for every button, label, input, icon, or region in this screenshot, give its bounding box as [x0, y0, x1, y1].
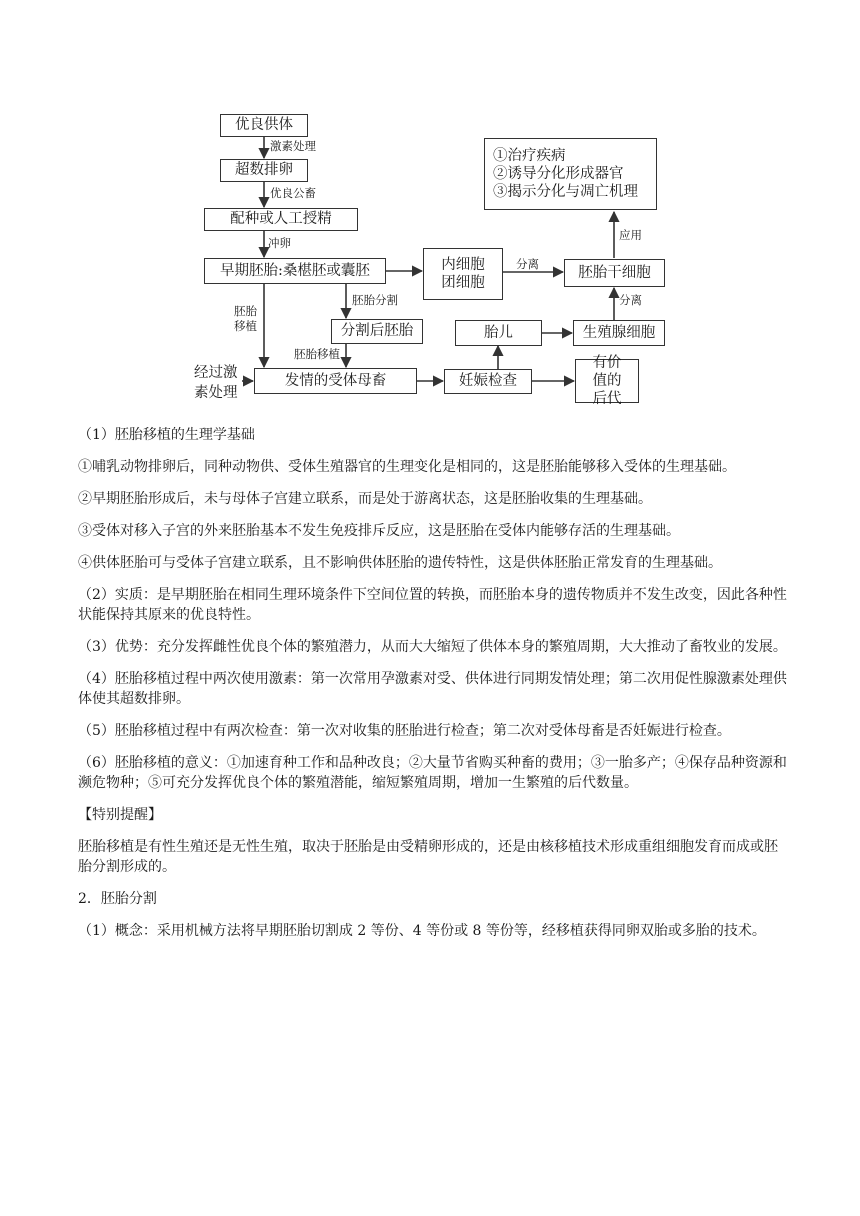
mating-box: 配种或人工授精: [204, 208, 358, 231]
splitting-definition: （1）概念：采用机械方法将早期胚胎切割成 2 等份、4 等份或 8 等份等，经移植获得同卵双胎或多胎的技术。: [78, 923, 766, 939]
diagram-connectors: [0, 0, 860, 412]
label-transfer-left: 胚胎移植: [234, 304, 257, 333]
gonad-cell-box: 生殖腺细胞: [573, 320, 665, 346]
basis-item: ④供体胚胎可与受体子宫建立联系，且不影响供体胚胎的遗传特性，这是供体胚胎正常发育的生理基础。: [78, 555, 722, 571]
application-item: ②诱导分化形成器官: [493, 165, 624, 182]
section-6-significance: （6）胚胎移植的意义：①加速育种工作和品种改良；②大量节省购买种畜的费用；③一胎多产；④保存品种资源和濒危物种；⑤可充分发挥优良个体的繁殖潜能，缩短繁殖周期，增加一生繁殖的后代数量。: [78, 755, 787, 791]
section-3-advantage: （3）优势：充分发挥雌性优良个体的繁殖潜力，从而大大缩短了供体本身的繁殖周期，大大推动了畜牧业的发展。: [78, 639, 787, 655]
fetus-box: 胎儿: [455, 320, 542, 346]
label-isolate-2: 分离: [619, 293, 642, 307]
label-hormone: 激素处理: [270, 139, 316, 153]
label-apply: 应用: [619, 228, 642, 242]
label-splitting: 胚胎分割: [352, 293, 398, 307]
basis-item: ③受体对移入子宫的外来胚胎基本不发生免疫排斥反应，这是胚胎在受体内能够存活的生理基础。: [78, 523, 680, 539]
label-isolate-1: 分离: [516, 257, 539, 271]
label-flush: 冲卵: [268, 236, 291, 250]
section-1-title: （1）胚胎移植的生理学基础: [78, 427, 255, 443]
inner-cell-mass-box: 内细胞团细胞: [423, 248, 503, 300]
document-body: [78, 425, 790, 953]
basis-item: ②早期胚胎形成后，未与母体子宫建立联系，而是处于游离状态，这是胚胎收集的生理基础。: [78, 491, 652, 507]
valuable-offspring-box: 有价值的后代: [575, 359, 639, 403]
donor-box: 优良供体: [220, 114, 308, 137]
pregnancy-check-box: 妊娠检查: [444, 369, 532, 394]
section-2-essence: （2）实质：是早期胚胎在相同生理环境条件下空间位置的转换，而胚胎本身的遗传物质并不发生改变，因此各种性状能保持其原来的优良特性。: [78, 587, 787, 623]
early-embryo-box: 早期胚胎:桑椹胚或囊胚: [204, 258, 386, 284]
recipient-box: 发情的受体母畜: [254, 368, 417, 394]
application-item: ③揭示分化与凋亡机理: [493, 184, 638, 201]
application-item: ①治疗疾病: [493, 147, 566, 164]
label-good-male: 优良公畜: [270, 186, 316, 200]
applications-box: [484, 138, 657, 210]
embryo-transfer-flow-diagram: [0, 0, 860, 412]
es-cell-box: 胚胎干细胞: [564, 259, 665, 287]
tip-title: 【特别提醒】: [78, 807, 162, 823]
tip-body: 胚胎移植是有性生殖还是无性生殖，取决于胚胎是由受精卵形成的，还是由核移植技术形成重组细胞发育而成或胚胎分割形成的。: [78, 839, 778, 875]
heading-embryo-splitting: 2．胚胎分割: [78, 891, 157, 907]
superovulation-box: 超数排卵: [220, 159, 308, 182]
label-treated: 经过激素处理: [194, 365, 238, 401]
split-embryo-box: 分割后胚胎: [331, 319, 423, 344]
section-4-hormones: （4）胚胎移植过程中两次使用激素：第一次常用孕激素对受、供体进行同期发情处理；第二次用促性腺激素处理供体使其超数排卵。: [78, 671, 787, 707]
section-5-checks: （5）胚胎移植过程中有两次检查：第一次对收集的胚胎进行检查；第二次对受体母畜是否妊娠进行检查。: [78, 723, 731, 739]
label-transfer-split: 胚胎移植: [294, 347, 340, 361]
basis-item: ①哺乳动物排卵后，同种动物供、受体生殖器官的生理变化是相同的，这是胚胎能够移入受体的生理基础。: [78, 459, 736, 475]
